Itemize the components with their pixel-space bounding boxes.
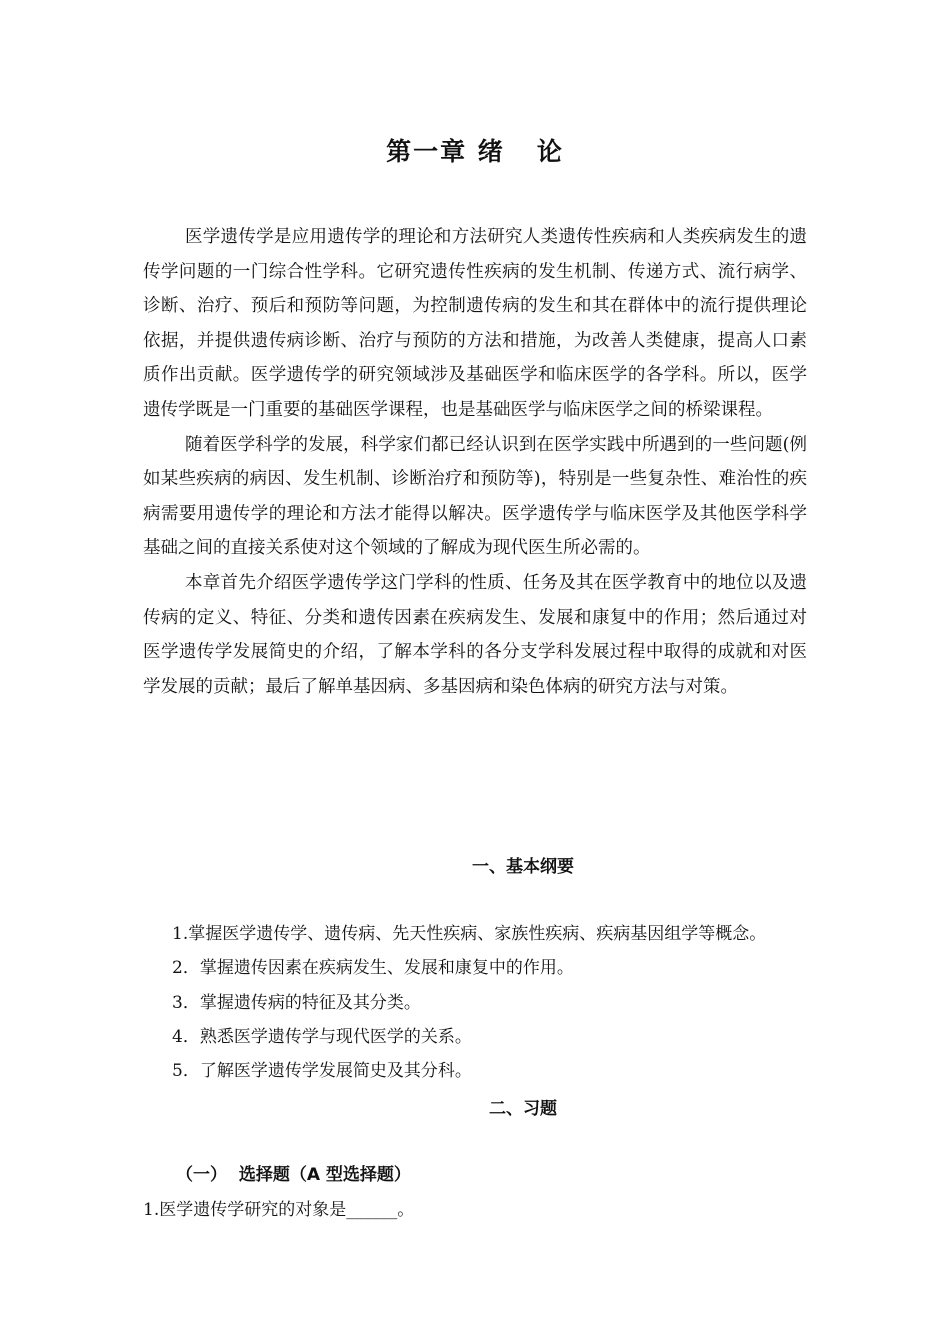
outline-item: 2．掌握遗传因素在疾病发生、发展和康复中的作用。 xyxy=(172,958,574,979)
intro-paragraph: 本章首先介绍医学遗传学这门学科的性质、任务及其在医学教育中的地位以及遗传病的定义、特征、分类和遗传因素在疾病发生、发展和康复中的作用；然后通过对医学遗传学发展简史的介绍，了解本学科的各分支学科发展过程中取得的成就和对医学发展的贡献；最后了解单基因病、多基因病和染色体病的研究方法与对策。 xyxy=(143,572,807,697)
outline-list xyxy=(172,917,766,1088)
intro-paragraph: 随着医学科学的发展，科学家们都已经认识到在医学实践中所遇到的一些问题(例如某些疾病的病因、发生机制、诊断治疗和预防等)，特别是一些复杂性、难治性的疾病需要用遗传学的理论和方法才能得以解决。医学遗传学与临床医学及其他医学科学基础之间的直接关系使对这个领域的了解成为现代医生所必需的。 xyxy=(143,434,807,559)
outline-item: 4．熟悉医学遗传学与现代医学的关系。 xyxy=(172,1026,472,1047)
outline-item: 5．了解医学遗传学发展简史及其分科。 xyxy=(172,1061,472,1082)
outline-item: 1.掌握医学遗传学、遗传病、先天性疾病、家族性疾病、疾病基因组学等概念。 xyxy=(172,924,767,944)
intro-paragraph: 医学遗传学是应用遗传学的理论和方法研究人类遗传性疾病和人类疾病发生的遗传学问题的一门综合性学科。它研究遗传性疾病的发生机制、传递方式、流行病学、诊断、治疗、预后和预防等问题，为控制遗传病的发生和其在群体中的流行提供理论依据，并提供遗传病诊断、治疗与预防的方法和措施，为改善人类健康，提高人口素质作出贡献。医学遗传学的研究领域涉及基础医学和临床医学的各学科。所以，医学遗传学既是一门重要的基础医学课程，也是基础医学与临床医学之间的桥梁课程。 xyxy=(143,227,807,420)
section-heading-outline: 一、基本纲要 xyxy=(472,857,574,877)
chapter-title: 第一章 绪 论 xyxy=(386,137,564,166)
outline-item: 3．掌握遗传病的特征及其分类。 xyxy=(172,992,421,1013)
section-heading-exercises: 二、习题 xyxy=(489,1099,557,1119)
intro-section xyxy=(143,220,807,704)
question-1: 1.医学遗传学研究的对象是______。 xyxy=(143,1200,415,1220)
subheading-multiple-choice: （一） 选择题（A 型选择题） xyxy=(176,1165,411,1185)
